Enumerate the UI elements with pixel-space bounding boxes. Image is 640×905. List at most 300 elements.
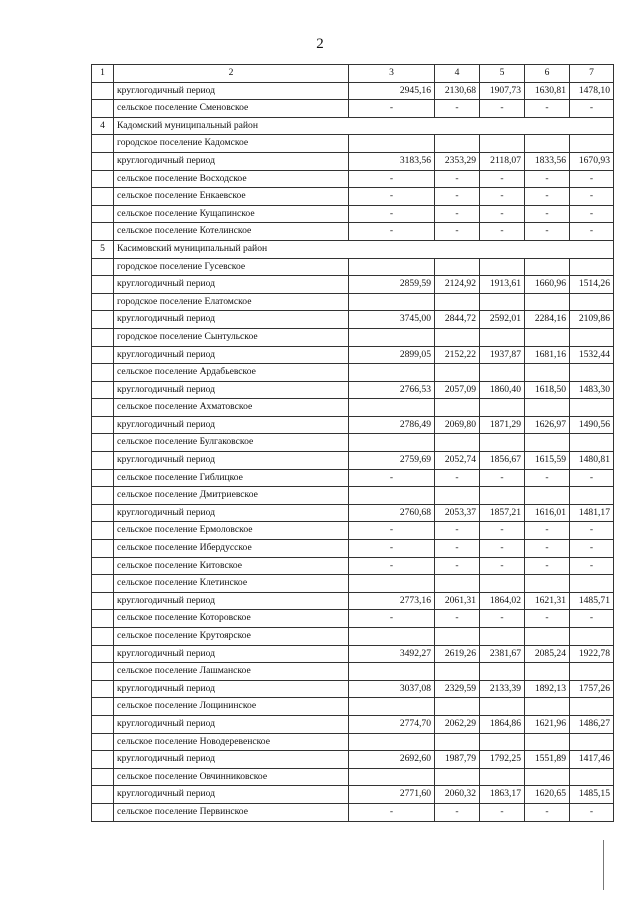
header-cell: 1 bbox=[92, 65, 114, 83]
row-number bbox=[92, 557, 114, 575]
table-row bbox=[92, 504, 614, 522]
row-number: 5 bbox=[92, 240, 114, 258]
value-cell: 1871,29 bbox=[480, 416, 525, 434]
table-row bbox=[92, 205, 614, 223]
row-label: круглогодичный период bbox=[114, 645, 349, 663]
value-cell bbox=[525, 293, 570, 311]
row-label: городское поселение Елатомское bbox=[114, 293, 349, 311]
value-cell bbox=[435, 293, 480, 311]
table-row bbox=[92, 610, 614, 628]
table-row bbox=[92, 575, 614, 593]
value-cell bbox=[349, 293, 435, 311]
table-row bbox=[92, 452, 614, 470]
value-cell bbox=[570, 628, 614, 646]
value-cell: 2052,74 bbox=[435, 452, 480, 470]
value-cell bbox=[480, 434, 525, 452]
value-cell: 2053,37 bbox=[435, 504, 480, 522]
value-cell bbox=[525, 364, 570, 382]
value-cell bbox=[525, 328, 570, 346]
row-number bbox=[92, 399, 114, 417]
value-cell bbox=[349, 258, 435, 276]
value-cell: 2844,72 bbox=[435, 311, 480, 329]
value-cell: - bbox=[570, 205, 614, 223]
value-cell: - bbox=[435, 540, 480, 558]
header-cell: 5 bbox=[480, 65, 525, 83]
value-cell: 2085,24 bbox=[525, 645, 570, 663]
value-cell: 1864,02 bbox=[480, 592, 525, 610]
table-row bbox=[92, 82, 614, 100]
table-row bbox=[92, 680, 614, 698]
row-number bbox=[92, 575, 114, 593]
value-cell: - bbox=[435, 205, 480, 223]
table-row bbox=[92, 276, 614, 294]
value-cell bbox=[480, 487, 525, 505]
table-row bbox=[92, 416, 614, 434]
table-row bbox=[92, 170, 614, 188]
row-number bbox=[92, 487, 114, 505]
value-cell bbox=[525, 487, 570, 505]
value-cell: 2759,69 bbox=[349, 452, 435, 470]
value-cell: 1660,96 bbox=[525, 276, 570, 294]
value-cell bbox=[435, 733, 480, 751]
value-cell bbox=[480, 768, 525, 786]
row-number bbox=[92, 469, 114, 487]
value-cell: 1630,81 bbox=[525, 82, 570, 100]
value-cell bbox=[480, 135, 525, 153]
table-row bbox=[92, 751, 614, 769]
value-cell: - bbox=[480, 610, 525, 628]
value-cell: - bbox=[349, 100, 435, 118]
value-cell: 1478,10 bbox=[570, 82, 614, 100]
table-row bbox=[92, 381, 614, 399]
value-cell: 2061,31 bbox=[435, 592, 480, 610]
value-cell: 2774,70 bbox=[349, 715, 435, 733]
row-label: сельское поселение Ахматовское bbox=[114, 399, 349, 417]
row-number bbox=[92, 381, 114, 399]
value-cell: 1856,67 bbox=[480, 452, 525, 470]
row-label: сельское поселение Лощининское bbox=[114, 698, 349, 716]
row-label: круглогодичный период bbox=[114, 416, 349, 434]
value-cell: - bbox=[570, 170, 614, 188]
row-number bbox=[92, 205, 114, 223]
value-cell: - bbox=[525, 540, 570, 558]
value-cell bbox=[570, 328, 614, 346]
value-cell bbox=[525, 628, 570, 646]
value-cell: - bbox=[525, 557, 570, 575]
value-cell bbox=[435, 328, 480, 346]
value-cell: - bbox=[349, 803, 435, 821]
table-row bbox=[92, 223, 614, 241]
page-number: 2 bbox=[316, 36, 324, 52]
value-cell: 2859,59 bbox=[349, 276, 435, 294]
row-label: городское поселение Гусевское bbox=[114, 258, 349, 276]
value-cell: 1551,89 bbox=[525, 751, 570, 769]
row-label: сельское поселение Восходское bbox=[114, 170, 349, 188]
value-cell: - bbox=[480, 188, 525, 206]
value-cell bbox=[435, 135, 480, 153]
value-cell bbox=[349, 733, 435, 751]
value-cell bbox=[435, 575, 480, 593]
value-cell: - bbox=[435, 522, 480, 540]
header-cell: 7 bbox=[570, 65, 614, 83]
row-number bbox=[92, 504, 114, 522]
row-label: сельское поселение Клетинское bbox=[114, 575, 349, 593]
table-row bbox=[92, 522, 614, 540]
row-label: сельское поселение Ибердусское bbox=[114, 540, 349, 558]
row-number bbox=[92, 258, 114, 276]
value-cell bbox=[435, 258, 480, 276]
row-label: сельское поселение Кущапинское bbox=[114, 205, 349, 223]
table-row bbox=[92, 152, 614, 170]
value-cell bbox=[349, 575, 435, 593]
row-label: круглогодичный период bbox=[114, 452, 349, 470]
value-cell bbox=[480, 628, 525, 646]
value-cell: 1857,21 bbox=[480, 504, 525, 522]
row-label: сельское поселение Гиблицкое bbox=[114, 469, 349, 487]
value-cell: 1481,17 bbox=[570, 504, 614, 522]
table-row bbox=[92, 786, 614, 804]
row-number bbox=[92, 645, 114, 663]
value-cell bbox=[349, 663, 435, 681]
row-number bbox=[92, 293, 114, 311]
value-cell: 2124,92 bbox=[435, 276, 480, 294]
row-label: круглогодичный период bbox=[114, 82, 349, 100]
value-cell bbox=[570, 663, 614, 681]
scan-edge-mark bbox=[603, 840, 604, 890]
value-cell: - bbox=[435, 803, 480, 821]
value-cell bbox=[435, 434, 480, 452]
value-cell: - bbox=[570, 557, 614, 575]
table-body bbox=[92, 65, 614, 822]
row-number bbox=[92, 364, 114, 382]
row-number bbox=[92, 768, 114, 786]
value-cell: - bbox=[435, 610, 480, 628]
row-number bbox=[92, 786, 114, 804]
table-row bbox=[92, 399, 614, 417]
table-row bbox=[92, 188, 614, 206]
row-number bbox=[92, 276, 114, 294]
value-cell: 2133,39 bbox=[480, 680, 525, 698]
value-cell: - bbox=[435, 557, 480, 575]
table-row bbox=[92, 100, 614, 118]
row-label: круглогодичный период bbox=[114, 276, 349, 294]
value-cell: 2381,67 bbox=[480, 645, 525, 663]
value-cell bbox=[349, 628, 435, 646]
value-cell bbox=[570, 364, 614, 382]
value-cell bbox=[480, 575, 525, 593]
value-cell bbox=[349, 487, 435, 505]
value-cell: - bbox=[570, 540, 614, 558]
row-number bbox=[92, 452, 114, 470]
value-cell: 1483,30 bbox=[570, 381, 614, 399]
value-cell: 2152,22 bbox=[435, 346, 480, 364]
row-number bbox=[92, 311, 114, 329]
tariff-table bbox=[91, 64, 614, 822]
value-cell bbox=[435, 628, 480, 646]
table-row bbox=[92, 434, 614, 452]
value-cell: 2945,16 bbox=[349, 82, 435, 100]
row-label: круглогодичный период bbox=[114, 346, 349, 364]
value-cell: - bbox=[570, 188, 614, 206]
value-cell bbox=[349, 364, 435, 382]
row-label: сельское поселение Дмитриевское bbox=[114, 487, 349, 505]
row-label: круглогодичный период bbox=[114, 751, 349, 769]
value-cell: 2062,29 bbox=[435, 715, 480, 733]
value-cell: 1532,44 bbox=[570, 346, 614, 364]
value-cell: 3745,00 bbox=[349, 311, 435, 329]
value-cell: 2766,53 bbox=[349, 381, 435, 399]
value-cell: 1792,25 bbox=[480, 751, 525, 769]
value-cell: - bbox=[525, 223, 570, 241]
row-number bbox=[92, 434, 114, 452]
value-cell: 2329,59 bbox=[435, 680, 480, 698]
value-cell: - bbox=[435, 469, 480, 487]
table-row bbox=[92, 645, 614, 663]
row-number bbox=[92, 346, 114, 364]
value-cell: 2284,16 bbox=[525, 311, 570, 329]
value-cell bbox=[570, 258, 614, 276]
row-label: сельское поселение Ермоловское bbox=[114, 522, 349, 540]
value-cell: 1670,93 bbox=[570, 152, 614, 170]
value-cell: 1987,79 bbox=[435, 751, 480, 769]
value-cell: 2692,60 bbox=[349, 751, 435, 769]
row-number bbox=[92, 328, 114, 346]
row-label: круглогодичный период bbox=[114, 715, 349, 733]
row-label: сельское поселение Китовское bbox=[114, 557, 349, 575]
value-cell: - bbox=[525, 610, 570, 628]
value-cell bbox=[570, 487, 614, 505]
header-cell: 3 bbox=[349, 65, 435, 83]
value-cell: 3183,56 bbox=[349, 152, 435, 170]
row-label: круглогодичный период bbox=[114, 592, 349, 610]
district-row bbox=[92, 117, 614, 135]
value-cell bbox=[349, 328, 435, 346]
value-cell bbox=[435, 364, 480, 382]
row-label: сельское поселение Булгаковское bbox=[114, 434, 349, 452]
value-cell: - bbox=[570, 223, 614, 241]
row-number bbox=[92, 592, 114, 610]
value-cell: - bbox=[480, 170, 525, 188]
value-cell bbox=[480, 698, 525, 716]
row-number bbox=[92, 522, 114, 540]
row-number bbox=[92, 416, 114, 434]
value-cell: 2109,86 bbox=[570, 311, 614, 329]
value-cell: - bbox=[435, 188, 480, 206]
value-cell bbox=[570, 293, 614, 311]
table-row bbox=[92, 698, 614, 716]
table-row bbox=[92, 557, 614, 575]
row-label: сельское поселение Овчинниковское bbox=[114, 768, 349, 786]
row-number bbox=[92, 152, 114, 170]
header-cell: 2 bbox=[114, 65, 349, 83]
value-cell: 2118,07 bbox=[480, 152, 525, 170]
value-cell: 1892,13 bbox=[525, 680, 570, 698]
value-cell bbox=[435, 698, 480, 716]
value-cell bbox=[570, 575, 614, 593]
value-cell bbox=[480, 328, 525, 346]
value-cell: - bbox=[525, 522, 570, 540]
value-cell: - bbox=[349, 522, 435, 540]
table-row bbox=[92, 663, 614, 681]
value-cell bbox=[349, 698, 435, 716]
value-cell: 1485,15 bbox=[570, 786, 614, 804]
table-row bbox=[92, 487, 614, 505]
row-number bbox=[92, 803, 114, 821]
table-row bbox=[92, 768, 614, 786]
table-row bbox=[92, 346, 614, 364]
table-row bbox=[92, 311, 614, 329]
value-cell: 1618,50 bbox=[525, 381, 570, 399]
value-cell: 2060,32 bbox=[435, 786, 480, 804]
value-cell: - bbox=[525, 170, 570, 188]
value-cell: - bbox=[349, 170, 435, 188]
value-cell: 1864,86 bbox=[480, 715, 525, 733]
value-cell: 1616,01 bbox=[525, 504, 570, 522]
row-number bbox=[92, 663, 114, 681]
value-cell bbox=[570, 399, 614, 417]
value-cell: - bbox=[480, 557, 525, 575]
table-row bbox=[92, 803, 614, 821]
value-cell: 2057,09 bbox=[435, 381, 480, 399]
value-cell: 1417,46 bbox=[570, 751, 614, 769]
value-cell bbox=[525, 434, 570, 452]
value-cell bbox=[570, 434, 614, 452]
table-row bbox=[92, 715, 614, 733]
row-number bbox=[92, 698, 114, 716]
value-cell: - bbox=[349, 469, 435, 487]
value-cell: - bbox=[525, 803, 570, 821]
value-cell: - bbox=[525, 469, 570, 487]
value-cell: 2760,68 bbox=[349, 504, 435, 522]
value-cell bbox=[525, 575, 570, 593]
value-cell bbox=[570, 698, 614, 716]
value-cell: - bbox=[570, 469, 614, 487]
value-cell: 1621,96 bbox=[525, 715, 570, 733]
table-row bbox=[92, 328, 614, 346]
value-cell: 2771,60 bbox=[349, 786, 435, 804]
value-cell: 2619,26 bbox=[435, 645, 480, 663]
row-label: сельское поселение Котелинское bbox=[114, 223, 349, 241]
row-number: 4 bbox=[92, 117, 114, 135]
value-cell bbox=[480, 663, 525, 681]
row-number bbox=[92, 100, 114, 118]
value-cell: - bbox=[480, 223, 525, 241]
value-cell: - bbox=[480, 469, 525, 487]
table-row bbox=[92, 592, 614, 610]
row-label: сельское поселение Новодеревенское bbox=[114, 733, 349, 751]
value-cell bbox=[480, 258, 525, 276]
value-cell bbox=[570, 768, 614, 786]
value-cell: 1907,73 bbox=[480, 82, 525, 100]
row-label: сельское поселение Первинское bbox=[114, 803, 349, 821]
value-cell bbox=[480, 293, 525, 311]
value-cell: 1620,65 bbox=[525, 786, 570, 804]
row-label: сельское поселение Ардабьевское bbox=[114, 364, 349, 382]
value-cell: - bbox=[435, 170, 480, 188]
value-cell bbox=[525, 733, 570, 751]
value-cell: - bbox=[525, 100, 570, 118]
value-cell: 1621,31 bbox=[525, 592, 570, 610]
value-cell bbox=[435, 768, 480, 786]
value-cell: 2353,29 bbox=[435, 152, 480, 170]
value-cell: - bbox=[480, 803, 525, 821]
value-cell: - bbox=[525, 188, 570, 206]
value-cell: 1863,17 bbox=[480, 786, 525, 804]
value-cell bbox=[525, 258, 570, 276]
row-label: круглогодичный период bbox=[114, 504, 349, 522]
value-cell bbox=[435, 487, 480, 505]
value-cell: 3037,08 bbox=[349, 680, 435, 698]
table-row bbox=[92, 364, 614, 382]
row-number bbox=[92, 610, 114, 628]
value-cell: 1490,56 bbox=[570, 416, 614, 434]
value-cell bbox=[480, 364, 525, 382]
row-number bbox=[92, 628, 114, 646]
district-name: Кадомский муниципальный район bbox=[114, 117, 614, 135]
row-number bbox=[92, 680, 114, 698]
row-label: городское поселение Кадомское bbox=[114, 135, 349, 153]
value-cell: - bbox=[480, 205, 525, 223]
value-cell: 1626,97 bbox=[525, 416, 570, 434]
value-cell: - bbox=[349, 205, 435, 223]
value-cell: - bbox=[349, 540, 435, 558]
value-cell: - bbox=[525, 205, 570, 223]
row-label: круглогодичный период bbox=[114, 786, 349, 804]
value-cell bbox=[570, 135, 614, 153]
header-cell: 4 bbox=[435, 65, 480, 83]
row-label: круглогодичный период bbox=[114, 381, 349, 399]
value-cell: - bbox=[570, 803, 614, 821]
value-cell: 1514,26 bbox=[570, 276, 614, 294]
row-label: круглогодичный период bbox=[114, 680, 349, 698]
value-cell: 2899,05 bbox=[349, 346, 435, 364]
row-label: сельское поселение Которовское bbox=[114, 610, 349, 628]
value-cell bbox=[525, 135, 570, 153]
row-number bbox=[92, 733, 114, 751]
row-label: круглогодичный период bbox=[114, 311, 349, 329]
district-row bbox=[92, 240, 614, 258]
value-cell bbox=[525, 768, 570, 786]
table-row bbox=[92, 293, 614, 311]
value-cell: - bbox=[349, 557, 435, 575]
value-cell: 1922,78 bbox=[570, 645, 614, 663]
value-cell: 2773,16 bbox=[349, 592, 435, 610]
value-cell: - bbox=[480, 100, 525, 118]
value-cell: - bbox=[435, 223, 480, 241]
value-cell: 1937,87 bbox=[480, 346, 525, 364]
value-cell: - bbox=[349, 610, 435, 628]
table-row bbox=[92, 628, 614, 646]
row-number bbox=[92, 170, 114, 188]
value-cell: 1833,56 bbox=[525, 152, 570, 170]
value-cell bbox=[435, 399, 480, 417]
row-number bbox=[92, 751, 114, 769]
value-cell: - bbox=[349, 223, 435, 241]
value-cell: 1485,71 bbox=[570, 592, 614, 610]
value-cell bbox=[525, 663, 570, 681]
row-label: городское поселение Сынтульское bbox=[114, 328, 349, 346]
district-name: Касимовский муниципальный район bbox=[114, 240, 614, 258]
value-cell bbox=[349, 768, 435, 786]
value-cell: - bbox=[480, 540, 525, 558]
value-cell: 3492,27 bbox=[349, 645, 435, 663]
value-cell: - bbox=[435, 100, 480, 118]
value-cell: 1681,16 bbox=[525, 346, 570, 364]
row-number bbox=[92, 82, 114, 100]
value-cell bbox=[349, 399, 435, 417]
value-cell: - bbox=[570, 100, 614, 118]
row-label: сельское поселение Енкаевское bbox=[114, 188, 349, 206]
